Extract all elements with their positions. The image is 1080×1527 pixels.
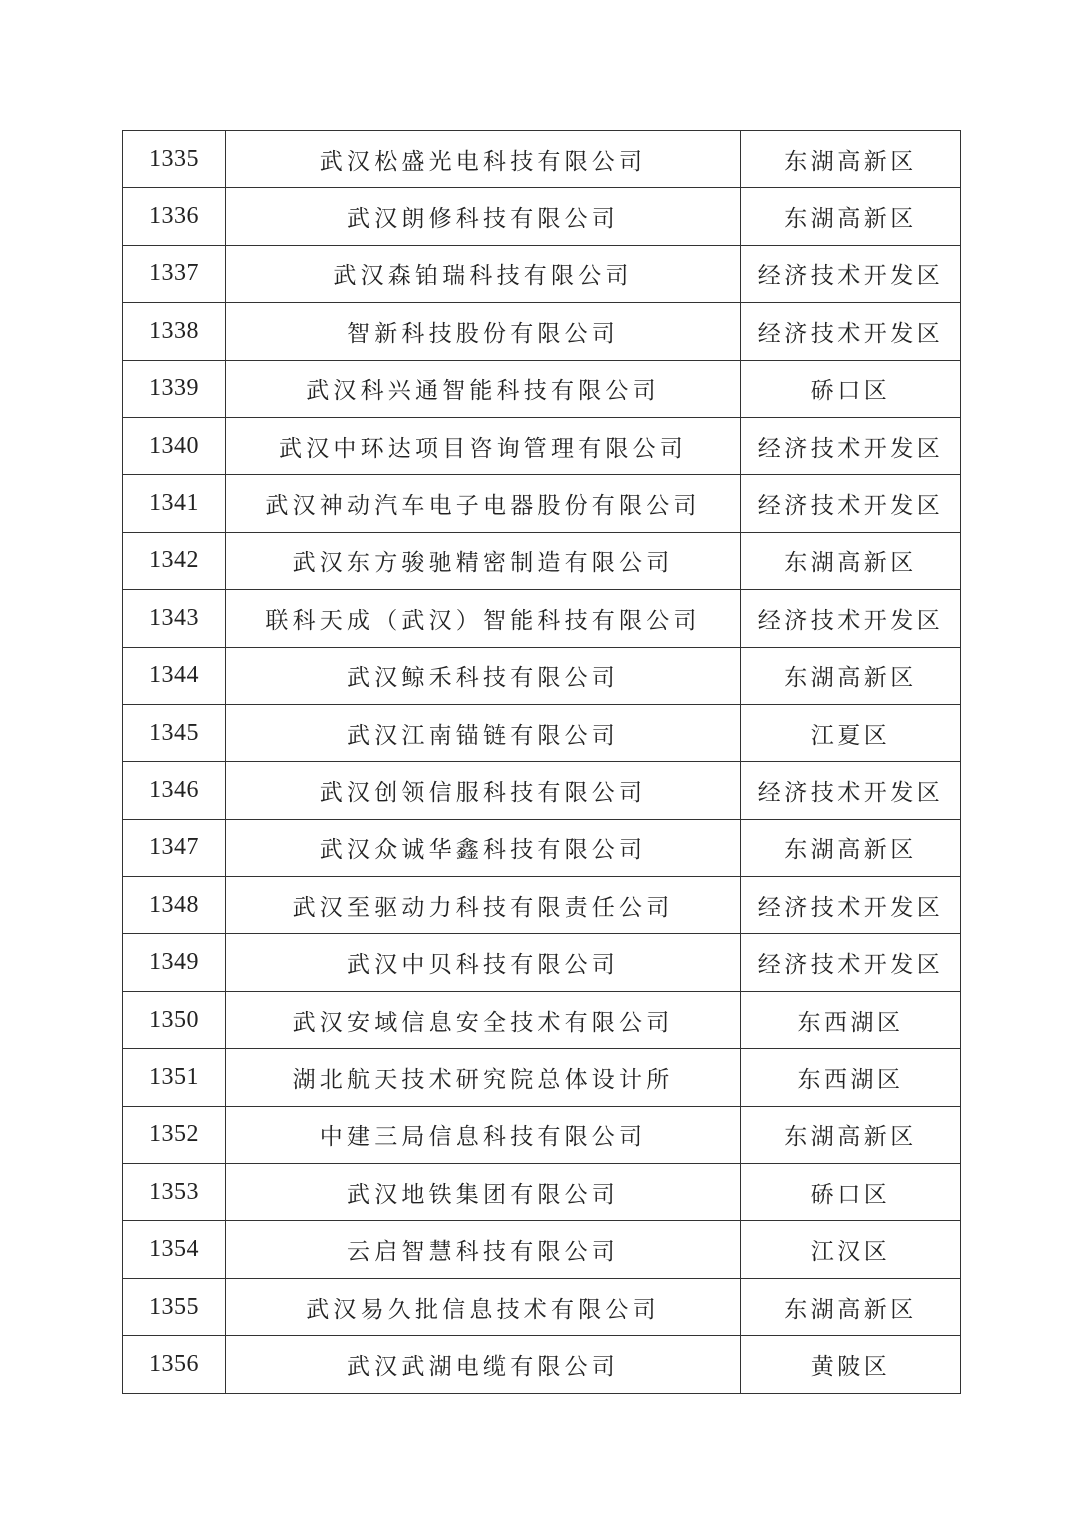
company-name: 武汉安域信息安全技术有限公司 [226, 991, 741, 1048]
table-row [123, 245, 961, 302]
row-number: 1349 [123, 934, 226, 991]
district: 江汉区 [741, 1221, 961, 1278]
table-row [123, 1164, 961, 1221]
district: 经济技术开发区 [741, 934, 961, 991]
table-row [123, 475, 961, 532]
table-row [123, 1336, 961, 1393]
district: 江夏区 [741, 704, 961, 761]
row-number: 1350 [123, 991, 226, 1048]
district: 经济技术开发区 [741, 245, 961, 302]
table-row [123, 647, 961, 704]
table-row [123, 934, 961, 991]
district: 经济技术开发区 [741, 877, 961, 934]
row-number: 1337 [123, 245, 226, 302]
row-number: 1344 [123, 647, 226, 704]
row-number: 1343 [123, 590, 226, 647]
company-name: 武汉江南锚链有限公司 [226, 704, 741, 761]
row-number: 1347 [123, 819, 226, 876]
row-number: 1351 [123, 1049, 226, 1106]
table-row [123, 991, 961, 1048]
row-number: 1356 [123, 1336, 226, 1393]
company-name: 武汉中环达项目咨询管理有限公司 [226, 417, 741, 474]
company-name: 湖北航天技术研究院总体设计所 [226, 1049, 741, 1106]
company-name: 武汉创领信服科技有限公司 [226, 762, 741, 819]
company-name: 云启智慧科技有限公司 [226, 1221, 741, 1278]
company-name: 武汉森铂瑞科技有限公司 [226, 245, 741, 302]
district: 东西湖区 [741, 1049, 961, 1106]
district: 硚口区 [741, 360, 961, 417]
row-number: 1341 [123, 475, 226, 532]
row-number: 1335 [123, 131, 226, 188]
row-number: 1352 [123, 1106, 226, 1163]
table-row [123, 590, 961, 647]
company-name: 武汉易久批信息技术有限公司 [226, 1278, 741, 1335]
district: 经济技术开发区 [741, 417, 961, 474]
company-name: 中建三局信息科技有限公司 [226, 1106, 741, 1163]
row-number: 1353 [123, 1164, 226, 1221]
company-name: 武汉众诚华鑫科技有限公司 [226, 819, 741, 876]
district: 经济技术开发区 [741, 762, 961, 819]
company-name: 武汉松盛光电科技有限公司 [226, 131, 741, 188]
district: 东湖高新区 [741, 1106, 961, 1163]
table-row [123, 704, 961, 761]
row-number: 1340 [123, 417, 226, 474]
company-name: 武汉朗修科技有限公司 [226, 188, 741, 245]
company-name: 武汉东方骏驰精密制造有限公司 [226, 532, 741, 589]
table-row [123, 762, 961, 819]
district: 东湖高新区 [741, 1278, 961, 1335]
table-row [123, 188, 961, 245]
table-row [123, 417, 961, 474]
table-row [123, 532, 961, 589]
company-name: 武汉武湖电缆有限公司 [226, 1336, 741, 1393]
district: 经济技术开发区 [741, 303, 961, 360]
district: 东湖高新区 [741, 131, 961, 188]
table-row [123, 877, 961, 934]
district: 东湖高新区 [741, 188, 961, 245]
table-row [123, 819, 961, 876]
district: 硚口区 [741, 1164, 961, 1221]
row-number: 1339 [123, 360, 226, 417]
row-number: 1348 [123, 877, 226, 934]
row-number: 1355 [123, 1278, 226, 1335]
district: 东湖高新区 [741, 647, 961, 704]
table-row [123, 131, 961, 188]
row-number: 1342 [123, 532, 226, 589]
table-row [123, 1278, 961, 1335]
row-number: 1354 [123, 1221, 226, 1278]
company-name: 武汉地铁集团有限公司 [226, 1164, 741, 1221]
district: 东西湖区 [741, 991, 961, 1048]
row-number: 1338 [123, 303, 226, 360]
company-name: 联科天成（武汉）智能科技有限公司 [226, 590, 741, 647]
table-row [123, 1106, 961, 1163]
district: 黄陂区 [741, 1336, 961, 1393]
row-number: 1336 [123, 188, 226, 245]
district: 经济技术开发区 [741, 590, 961, 647]
district: 经济技术开发区 [741, 475, 961, 532]
table-row [123, 303, 961, 360]
company-name: 武汉科兴通智能科技有限公司 [226, 360, 741, 417]
company-name: 武汉神动汽车电子电器股份有限公司 [226, 475, 741, 532]
company-name: 武汉鲸禾科技有限公司 [226, 647, 741, 704]
district: 东湖高新区 [741, 819, 961, 876]
table-row [123, 1221, 961, 1278]
table-row [123, 1049, 961, 1106]
table-body [123, 131, 961, 1394]
company-table [122, 130, 961, 1394]
district: 东湖高新区 [741, 532, 961, 589]
row-number: 1345 [123, 704, 226, 761]
company-name: 智新科技股份有限公司 [226, 303, 741, 360]
table-row [123, 360, 961, 417]
company-name: 武汉中贝科技有限公司 [226, 934, 741, 991]
row-number: 1346 [123, 762, 226, 819]
company-name: 武汉至驱动力科技有限责任公司 [226, 877, 741, 934]
